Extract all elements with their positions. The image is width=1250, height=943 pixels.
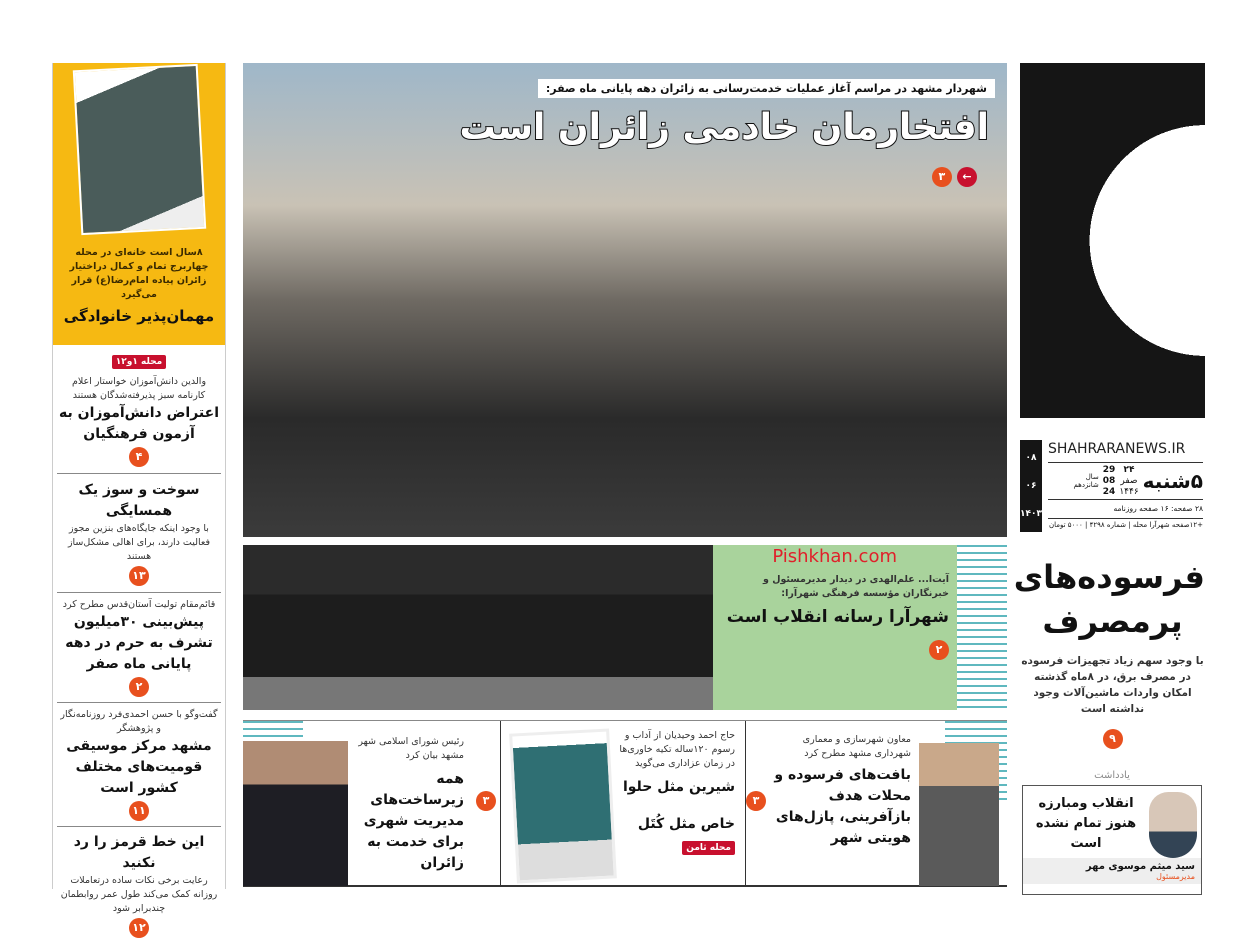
- note-label: یادداشت: [1094, 770, 1130, 781]
- page-number-badge: ۱۳: [129, 566, 149, 586]
- story-title: شهرآرا رسانه انقلاب است: [726, 607, 949, 627]
- left-column: [52, 63, 226, 934]
- story-title: خاص مثل کُتَل: [637, 816, 735, 832]
- story-item[interactable]: [243, 721, 500, 886]
- story-kicker: والدین دانش‌آموزان خواستار اعلام کارنامه سبز پذیرفته‌شدگان هستند: [71, 376, 207, 401]
- note-title: انقلاب و‌مبارزه هنوز تمام نشده است: [1035, 796, 1137, 851]
- lead-kicker: شهردار مشهد در مراسم آغاز عملیات خدمت‌رسانی به زائران دهه پایانی ماه صفر:: [538, 79, 995, 98]
- portrait-photo: [919, 743, 999, 886]
- author-photo: [1149, 792, 1197, 858]
- greg-day: 29: [1102, 464, 1116, 475]
- solar-month: ۰۸: [1025, 453, 1037, 463]
- page-number-badge: ۲: [929, 640, 949, 660]
- story-title: پیش‌بینی ۳۰میلیون تشرف به حرم در دهه پایانی ماه صفر: [65, 614, 213, 672]
- page-number-badge: ۲: [129, 677, 149, 697]
- solar-day: ۰۶: [1025, 481, 1037, 491]
- story-item[interactable]: [53, 703, 225, 826]
- logo[interactable]: [1020, 63, 1205, 418]
- page-number-badge: ۱۲: [129, 918, 149, 938]
- page-number-badge: ۳: [476, 791, 496, 811]
- story-item[interactable]: [500, 721, 745, 886]
- author-name: سید میثم موسوی مهر: [1085, 861, 1195, 872]
- decorative-lines: [957, 545, 1007, 710]
- author-role: مدیرمسئول: [1156, 872, 1195, 881]
- section-tag: محله ۱و۱۲: [112, 355, 166, 369]
- lead-title: افتخارمان خادمی زائران است: [459, 107, 989, 148]
- note-box[interactable]: [1022, 770, 1202, 892]
- story-sub: با وجود اینکه جایگاه‌های بنزین مجوز فعالیت دارند، برای اهالی مشکل‌ساز هستند: [67, 523, 211, 562]
- story-title: همه زیرساخت‌های مدیریت شهری برای خدمت به زائران: [363, 771, 464, 871]
- site-url[interactable]: SHAHRARANEWS.IR: [1048, 441, 1186, 457]
- page-count: ۲۸ صفحه: ۱۶ صفحه روزنامه: [1113, 504, 1203, 513]
- masthead: [1020, 440, 1205, 535]
- story-kicker: گفت‌وگو با حسن احمدی‌فرد روزنامه‌نگار و پژوهشگر: [60, 709, 218, 734]
- group-photo: [243, 545, 713, 710]
- section-tag: محله ثامن: [682, 841, 735, 855]
- lead-photo[interactable]: [243, 63, 1007, 537]
- page-number-badge: ۴: [129, 447, 149, 467]
- hijri-day: ۲۴: [1123, 464, 1135, 475]
- weekday: ۵شنبه: [1142, 469, 1203, 493]
- story-item[interactable]: [745, 721, 1007, 886]
- story-title: سوخت و سوز یک همسایگی: [78, 482, 200, 519]
- second-story[interactable]: [243, 545, 1007, 710]
- magazine-cover-image: [509, 728, 617, 883]
- greg-year: 24: [1102, 486, 1116, 497]
- main-story[interactable]: [1013, 555, 1205, 749]
- story-sub: با وجود سهم زیاد تجهیزات فرسوده در مصرف برق، در ۸ماه گذشته امکان واردات ماشین‌آلات وجود نداشته است: [1021, 655, 1204, 715]
- story-item[interactable]: [53, 474, 225, 592]
- story-item[interactable]: [53, 827, 225, 943]
- story-item[interactable]: [53, 593, 225, 702]
- story-title[interactable]: مهمان‌پذیر خانوادگی: [63, 307, 215, 325]
- bottom-row: [243, 720, 1007, 887]
- story-title: فرسوده‌های پرمصرف: [1013, 558, 1205, 640]
- page-number-badge: ۳: [746, 791, 766, 811]
- issue-price: +۱۲صفحه شهرآرا محله | شماره ۴۲۹۸ | ۵۰۰۰ تومان: [1048, 518, 1203, 529]
- story-title: بافت‌های فرسوده و محلات هدف بازآفرینی، پازل‌های هویتی شهر: [774, 767, 911, 846]
- portrait-photo: [243, 741, 348, 886]
- greg-month: 08: [1102, 475, 1116, 486]
- story-title: اعتراض دانش‌آموزان به آزمون فرهنگیان: [59, 405, 219, 442]
- featured-box[interactable]: [53, 63, 225, 345]
- watermark: Pishkhan.com: [772, 546, 897, 567]
- page-number-badge: ۱۱: [129, 801, 149, 821]
- story-title: این خط قرمز را رد نکنید: [73, 834, 205, 871]
- page-number-badge: ۹: [1103, 729, 1123, 749]
- story-kicker: قائم‌مقام تولیت آستان‌قدس مطرح کرد: [62, 599, 216, 610]
- story-kicker: رئیس شورای اسلامی شهر مشهد بیان کرد: [358, 736, 464, 761]
- hijri-month: صفر: [1120, 475, 1138, 486]
- volume-year: سال شانزدهم: [1073, 473, 1099, 489]
- story-kicker: ۸سال است خانه‌ای در محله چهاربرج تمام و کمال در‌اختیار زائران پیاده امام‌رضا(ع) قرار می‌گیرد: [69, 247, 209, 300]
- story-kicker: آیت‌ا... علم‌الهدی در دیدار مدیرمسئول و خبرنگاران مؤسسه فرهنگی شهرآرا:: [763, 574, 949, 599]
- solar-year: ۱۴۰۳: [1020, 509, 1042, 519]
- story-kicker: معاون شهرسازی و معماری شهرداری مشهد مطرح کرد: [802, 734, 911, 759]
- arrow-left-icon: ←: [957, 167, 977, 187]
- story-item[interactable]: [53, 369, 225, 473]
- story-title: شیرین مثل حلوا: [622, 779, 735, 795]
- page-number-badge: ۳: [932, 167, 952, 187]
- story-sub: رعایت برخی نکات ساده در‌تعاملات روزانه کمک می‌کند طول عمر روابطمان چندبرابر شود: [60, 875, 218, 914]
- story-kicker: حاج احمد وحیدیان از آداب و رسوم ۱۲۰ساله تکیه خاوری‌ها در زمان عزاداری می‌گوید: [619, 730, 735, 769]
- magazine-cover-image: [72, 64, 205, 235]
- hijri-year: ۱۴۴۶: [1119, 486, 1139, 497]
- story-title: مشهد مرکز موسیقی قومیت‌های مختلف کشور است: [66, 738, 212, 796]
